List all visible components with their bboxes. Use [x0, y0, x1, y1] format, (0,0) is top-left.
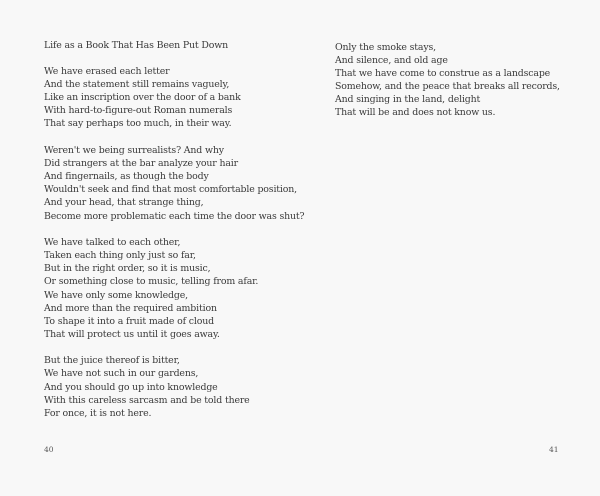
poem-line: Wouldn't seek and find that most comfortable position,: [44, 184, 297, 196]
poem-column-right: [335, 41, 560, 133]
stanza-5: [335, 41, 560, 120]
poem-line: That will be and does not know us.: [335, 107, 496, 119]
poem-line: Only the smoke stays,: [335, 42, 436, 53]
stanza-4: [44, 354, 304, 419]
poem-line: Or something close to music, telling from afar.: [44, 276, 259, 288]
right-page: [300, 0, 600, 496]
stanza-3: [44, 236, 304, 341]
poem-line: To shape it into a fruit made of cloud: [44, 315, 214, 327]
poem-line: But the juice thereof is bitter,: [44, 355, 180, 367]
poem-line: Weren't we being surrealists? And why: [44, 145, 224, 157]
poem-line: And the statement still remains vaguely,: [44, 79, 230, 91]
poem-line: Did strangers at the bar analyze your hair: [44, 158, 238, 170]
poem-line: And fingernails, as though the body: [44, 171, 209, 183]
poem-line: That say perhaps too much, in their way.: [44, 118, 232, 130]
poem-line: We have not such in our gardens,: [44, 368, 199, 380]
poem-line: We have talked to each other,: [44, 237, 181, 249]
poem-line: We have erased each letter: [44, 66, 170, 78]
stanza-1: [44, 65, 304, 130]
poem-title: Life as a Book That Has Been Put Down: [44, 40, 228, 51]
poem-line: With hard-to-figure-out Roman numerals: [44, 105, 233, 117]
poem-line: Become more problematic each time the door was shut?: [44, 210, 305, 222]
poem-line: And silence, and old age: [335, 55, 448, 67]
poem-line: That we have come to construe as a landscape: [335, 68, 551, 80]
poem-line: And more than the required ambition: [44, 302, 217, 314]
poem-line: And you should go up into knowledge: [44, 381, 218, 393]
poem-column-left: [44, 39, 304, 433]
poem-line: But in the right order, so it is music,: [44, 263, 211, 275]
poem-line: Like an inscription over the door of a bank: [44, 92, 241, 104]
poem-line: Somehow, and the peace that breaks all records,: [335, 81, 560, 93]
poem-line: We have only some knowledge,: [44, 289, 188, 301]
page-number-right: 41: [549, 445, 559, 454]
stanza-2: [44, 144, 304, 223]
poem-line: For once, it is not here.: [44, 407, 152, 419]
page-number-left: 40: [44, 445, 54, 454]
poem-line: And singing in the land, delight: [335, 94, 481, 106]
poem-line: Taken each thing only just so far,: [44, 250, 196, 262]
poem-line: That will protect us until it goes away.: [44, 328, 220, 340]
poem-line: With this careless sarcasm and be told there: [44, 394, 250, 406]
poem-line: And your head, that strange thing,: [44, 197, 204, 209]
